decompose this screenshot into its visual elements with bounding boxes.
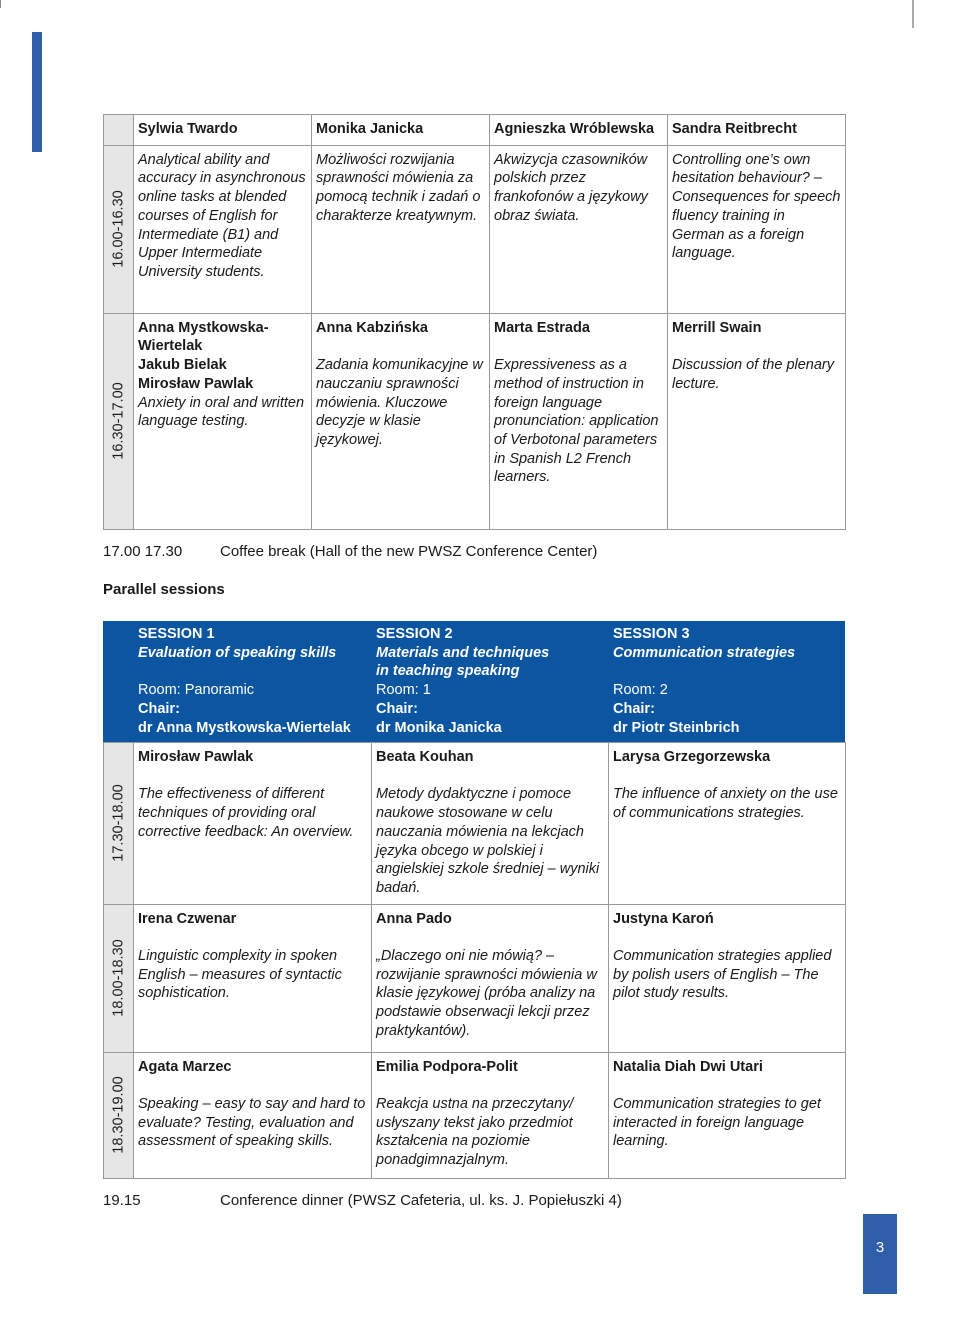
speaker-name: Beata Kouhan xyxy=(376,749,474,765)
talk-title: The effectiveness of different techniques of providing oral corrective feedback: An overview. xyxy=(138,786,354,840)
coffee-break-time: 17.00 17.30 xyxy=(103,543,183,560)
crop-mark xyxy=(912,0,914,28)
session-title: Materials and techniques in teaching speaking xyxy=(376,644,550,680)
time-cell xyxy=(104,145,134,313)
talk-title: Speaking – easy to say and hard to evaluate? Testing, evaluation and assessment of speaking skills. xyxy=(138,1096,366,1150)
chair-label: Chair: xyxy=(376,700,418,717)
time-label: 16.30-17.00 xyxy=(110,382,127,460)
session-chair: dr Monika Janicka xyxy=(376,719,502,736)
session-label: SESSION 3 xyxy=(613,626,690,642)
parallel-sessions-table xyxy=(103,742,846,1179)
time-label: 18.00-18.30 xyxy=(110,939,127,1017)
session-label: SESSION 1 xyxy=(138,626,215,642)
talk-cell xyxy=(372,1052,609,1178)
time-cell xyxy=(104,904,134,1052)
speaker-name: Agata Marzec xyxy=(138,1058,232,1075)
speaker-name: Jakub Bielak xyxy=(138,357,227,374)
speaker-name: Natalia Diah Dwi Utari xyxy=(613,1058,763,1075)
session-1-header xyxy=(138,625,372,737)
chair-label: Chair: xyxy=(138,700,180,717)
time-label: 17.30-18.00 xyxy=(110,784,127,862)
talk-title: Linguistic complexity in spoken English – measures of syntactic sophistication. xyxy=(138,948,342,1002)
session-label: SESSION 2 xyxy=(376,626,453,642)
table-row xyxy=(104,904,846,1052)
talk-title: Anxiety in oral and written language testing. xyxy=(138,394,305,430)
speaker-name: Larysa Grzegorzewska xyxy=(613,749,771,765)
talk-cell xyxy=(134,1052,372,1178)
table-row xyxy=(104,145,846,313)
talk-title: Communication strategies to get interacted in foreign language learning. xyxy=(613,1096,821,1150)
table-row xyxy=(104,1052,846,1178)
page-number: 3 xyxy=(875,1239,885,1256)
session-header-band xyxy=(103,621,845,742)
coffee-break-text: Coffee break (Hall of the new PWSZ Conference Center) xyxy=(220,543,598,560)
speaker-name: Mirosław Pawlak xyxy=(138,749,254,765)
speaker-name: Sandra Reitbrecht xyxy=(668,115,846,146)
table-header-row xyxy=(104,115,846,146)
talk-cell xyxy=(668,313,846,529)
decorative-blue-bar xyxy=(32,32,42,152)
speaker-name: Monika Janicka xyxy=(312,115,490,146)
talk-cell xyxy=(134,743,372,905)
session-title: Communication strategies xyxy=(613,644,796,661)
session-room: Room: 1 xyxy=(376,682,431,699)
session-title: Evaluation of speaking skills xyxy=(138,644,337,661)
talk-title: „Dlaczego oni nie mówią? – rozwijanie sprawności mówienia w klasie językowej (próba analizy na podstawie obserwacji lekcji przez praktykantów). xyxy=(376,948,597,1039)
talk-title: Akwizycja czasowników polskich przez frankofonów a językowy obraz świata. xyxy=(490,145,668,313)
talk-cell xyxy=(134,313,312,529)
talk-title: The influence of anxiety on the use of communications strategies. xyxy=(613,786,838,822)
speaker-name: Merrill Swain xyxy=(672,319,762,336)
talk-title: Controlling one’s own hesitation behaviour? – Consequences for speech fluency training in German as a foreign language. xyxy=(668,145,846,313)
speaker-name: Anna Kabzińska xyxy=(316,319,428,336)
speaker-name: Mirosław Pawlak xyxy=(138,375,254,392)
speaker-name: Anna Mystkowska-Wiertelak xyxy=(138,319,269,355)
table-row xyxy=(104,313,846,529)
speaker-name: Agnieszka Wróblewska xyxy=(490,115,668,146)
speaker-name: Justyna Karoń xyxy=(613,910,714,927)
talk-cell xyxy=(134,904,372,1052)
talk-cell xyxy=(490,313,668,529)
talk-cell xyxy=(372,904,609,1052)
talk-title: Możliwości rozwijania sprawności mówienia za pomocą technik i zadań o charakterze kreatywnym. xyxy=(312,145,490,313)
talk-title: Metody dydaktyczne i pomoce naukowe stosowane w celu nauczania mówienia na lekcjach języka obcego w polskiej i angielskiej szkole średniej – wyniki badań. xyxy=(376,786,600,896)
talk-cell xyxy=(609,1052,846,1178)
speaker-name: Irena Czwenar xyxy=(138,910,237,927)
time-cell xyxy=(104,743,134,905)
session-room: Room: 2 xyxy=(613,682,668,699)
session-2-header xyxy=(376,625,610,737)
speaker-name: Anna Pado xyxy=(376,910,452,927)
chair-label: Chair: xyxy=(613,700,655,717)
time-cell-empty xyxy=(104,115,134,146)
parallel-sessions-heading: Parallel sessions xyxy=(103,581,225,598)
session-3-header xyxy=(613,625,841,737)
session-chair: dr Piotr Steinbrich xyxy=(613,719,740,736)
talk-title: Analytical ability and accuracy in asynchronous online tasks at blended courses of English for Intermediate (B1) and Upper Intermediate University students. xyxy=(134,145,312,313)
talk-title: Expressiveness as a method of instruction in foreign language pronunciation: application of Verbotonal parameters in Spanish L2 French learners. xyxy=(494,357,659,486)
schedule-table-top xyxy=(103,114,846,530)
table-row xyxy=(104,743,846,905)
talk-title: Zadania komunikacyjne w nauczaniu sprawności mówienia. Kluczowe decyzje w klasie językowej. xyxy=(316,357,483,448)
time-label: 18.30-19.00 xyxy=(110,1076,127,1154)
talk-cell xyxy=(312,313,490,529)
speaker-name: Marta Estrada xyxy=(494,319,590,336)
time-cell xyxy=(104,313,134,529)
page-number-tab xyxy=(863,1214,897,1294)
speaker-name: Sylwia Twardo xyxy=(134,115,312,146)
time-cell xyxy=(104,1052,134,1178)
dinner-time: 19.15 xyxy=(103,1192,141,1209)
talk-title: Communication strategies applied by polish users of English – The pilot study results. xyxy=(613,948,832,1002)
time-label: 16.00-16.30 xyxy=(110,190,127,268)
session-chair: dr Anna Mystkowska-Wiertelak xyxy=(138,719,351,736)
dinner-text: Conference dinner (PWSZ Cafeteria, ul. ks. J. Popiełuszki 4) xyxy=(220,1192,622,1209)
talk-title: Reakcja ustna na przeczytany/ usłyszany tekst jako przedmiot kształcenia na poziomie ponadgimnazjalnym. xyxy=(376,1096,574,1169)
talk-cell xyxy=(609,743,846,905)
talk-cell xyxy=(609,904,846,1052)
talk-title: Discussion of the plenary lecture. xyxy=(672,357,834,392)
crop-mark xyxy=(0,0,1,8)
talk-cell xyxy=(372,743,609,905)
speaker-name: Emilia Podpora-Polit xyxy=(376,1058,518,1075)
session-room: Room: Panoramic xyxy=(138,682,255,699)
